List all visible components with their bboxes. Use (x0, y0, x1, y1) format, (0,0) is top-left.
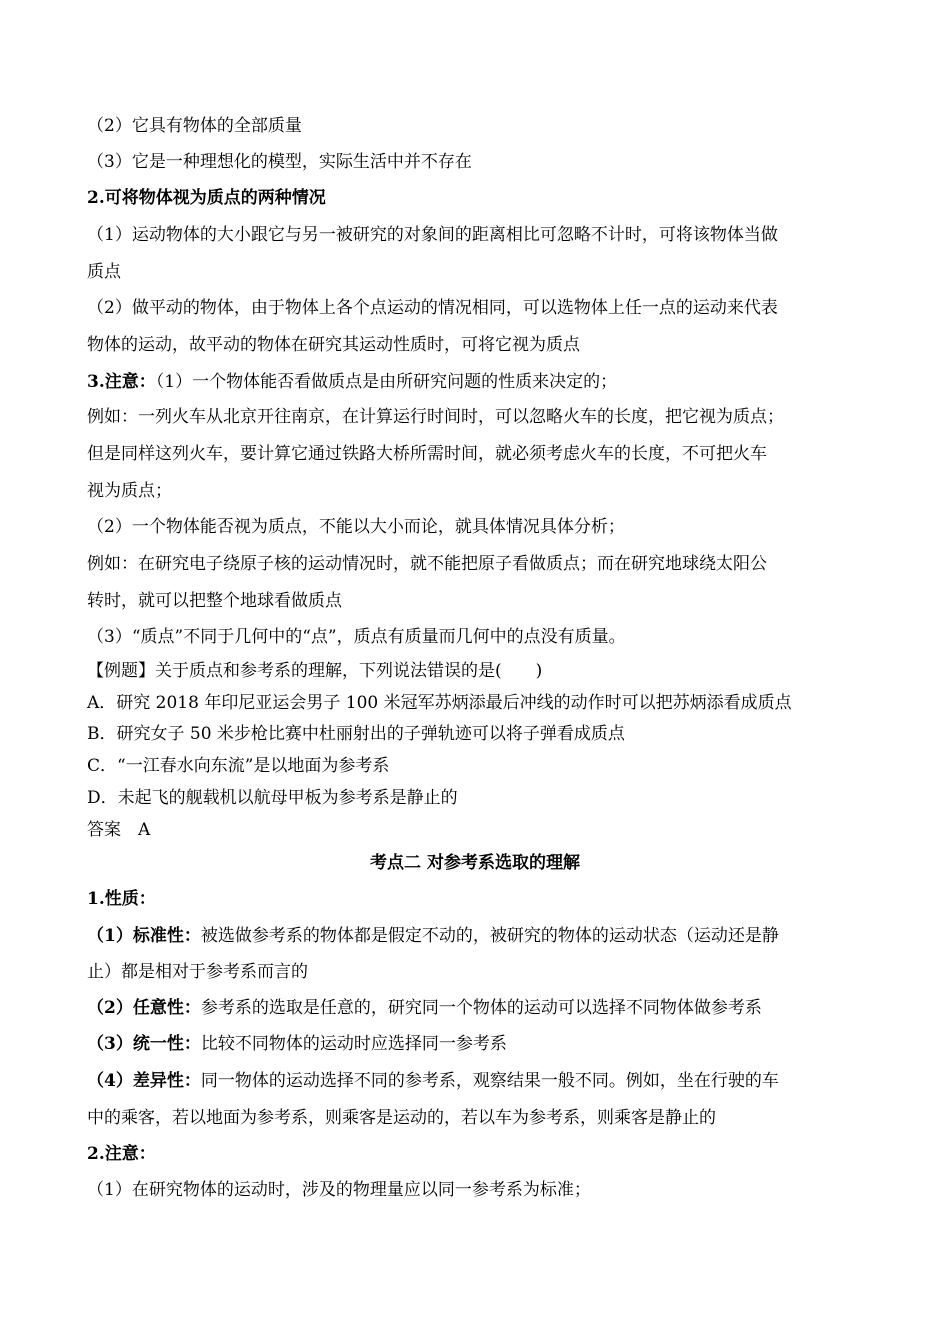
property-label: （4）差异性： (87, 1071, 201, 1091)
text-line (87, 370, 877, 394)
text-line: 例如：在研究电子绕原子核的运动情况时，就不能把原子看做质点；而在研究地球绕太阳公 (87, 554, 767, 574)
text-line: （1）在研究物体的运动时，涉及的物理量应以同一参考系为标准； (87, 1180, 591, 1200)
property-label: （2）任意性： (87, 998, 201, 1018)
property-label: （3）统一性： (87, 1034, 201, 1054)
text-line: 中的乘客，若以地面为参考系，则乘客是运动的，若以车为参考系，则乘客是静止的 (87, 1108, 716, 1128)
section-heading: 2.可将物体视为质点的两种情况 (87, 188, 326, 208)
text-line: （2）做平动的物体，由于物体上各个点运动的情况相同，可以选物体上任一点的运动来代表 (87, 298, 778, 318)
option-c: C．“一江春水向东流”是以地面为参考系 (87, 756, 390, 776)
text-line: （3）“质点”不同于几何中的“点”，质点有质量而几何中的点没有质量。 (87, 627, 626, 647)
text-line (87, 924, 877, 948)
section-heading: 1.性质： (87, 889, 156, 909)
text-line: （1）运动物体的大小跟它与另一被研究的对象间的距离相比可忽略不计时，可将该物体当做 (87, 225, 778, 245)
property-text: 参考系的选取是任意的，研究同一个物体的运动可以选择不同物体做参考系 (200, 998, 762, 1018)
property-text: 同一物体的运动选择不同的参考系，观察结果一般不同。例如，坐在行驶的车 (200, 1071, 779, 1091)
text-line (87, 996, 877, 1020)
text-line: 物体的运动，故平动的物体在研究其运动性质时，可将它视为质点 (87, 335, 580, 355)
note-heading: 3.注意： (87, 372, 156, 392)
text-line: 质点 (87, 262, 121, 282)
text-line (87, 1069, 877, 1093)
text-line: 但是同样这列火车，要计算它通过铁路大桥所需时间，就必须考虑火车的长度，不可把火车 (87, 444, 767, 464)
section-heading: 2.注意： (87, 1144, 156, 1164)
option-a: A．研究 2018 年印尼亚运会男子 100 米冠军苏炳添最后冲线的动作时可以把苏炳添看成质点 (87, 693, 792, 713)
text-line: 视为质点； (87, 481, 172, 501)
text-line: 转时，就可以把整个地球看做质点 (87, 591, 342, 611)
text-line: （2）它具有物体的全部质量 (87, 116, 302, 136)
option-d: D．未起飞的舰载机以航母甲板为参考系是静止的 (87, 788, 458, 808)
property-text: 比较不同物体的运动时应选择同一参考系 (200, 1034, 507, 1054)
text-line: （2）一个物体能否视为质点，不能以大小而论，就具体情况具体分析； (87, 517, 625, 537)
example-question: 【例题】关于质点和参考系的理解，下列说法错误的是( ) (87, 661, 543, 681)
property-text: 被选做参考系的物体都是假定不动的，被研究的物体的运动状态（运动还是静 (200, 926, 779, 946)
answer: 答案 A (87, 820, 151, 840)
text-line (87, 1032, 877, 1056)
section-title: 考点二 对参考系选取的理解 (370, 853, 580, 873)
text-line: 例如：一列火车从北京开往南京，在计算运行时间时，可以忽略火车的长度，把它视为质点； (87, 407, 784, 427)
text-line: （3）它是一种理想化的模型，实际生活中并不存在 (87, 152, 472, 172)
property-label: （1）标准性： (87, 926, 201, 946)
option-b: B．研究女子 50 米步枪比赛中杜丽射出的子弹轨迹可以将子弹看成质点 (87, 724, 625, 744)
text-line: 止）都是相对于参考系而言的 (87, 962, 308, 982)
note-text: （1）一个物体能否看做质点是由所研究问题的性质来决定的； (155, 372, 618, 392)
